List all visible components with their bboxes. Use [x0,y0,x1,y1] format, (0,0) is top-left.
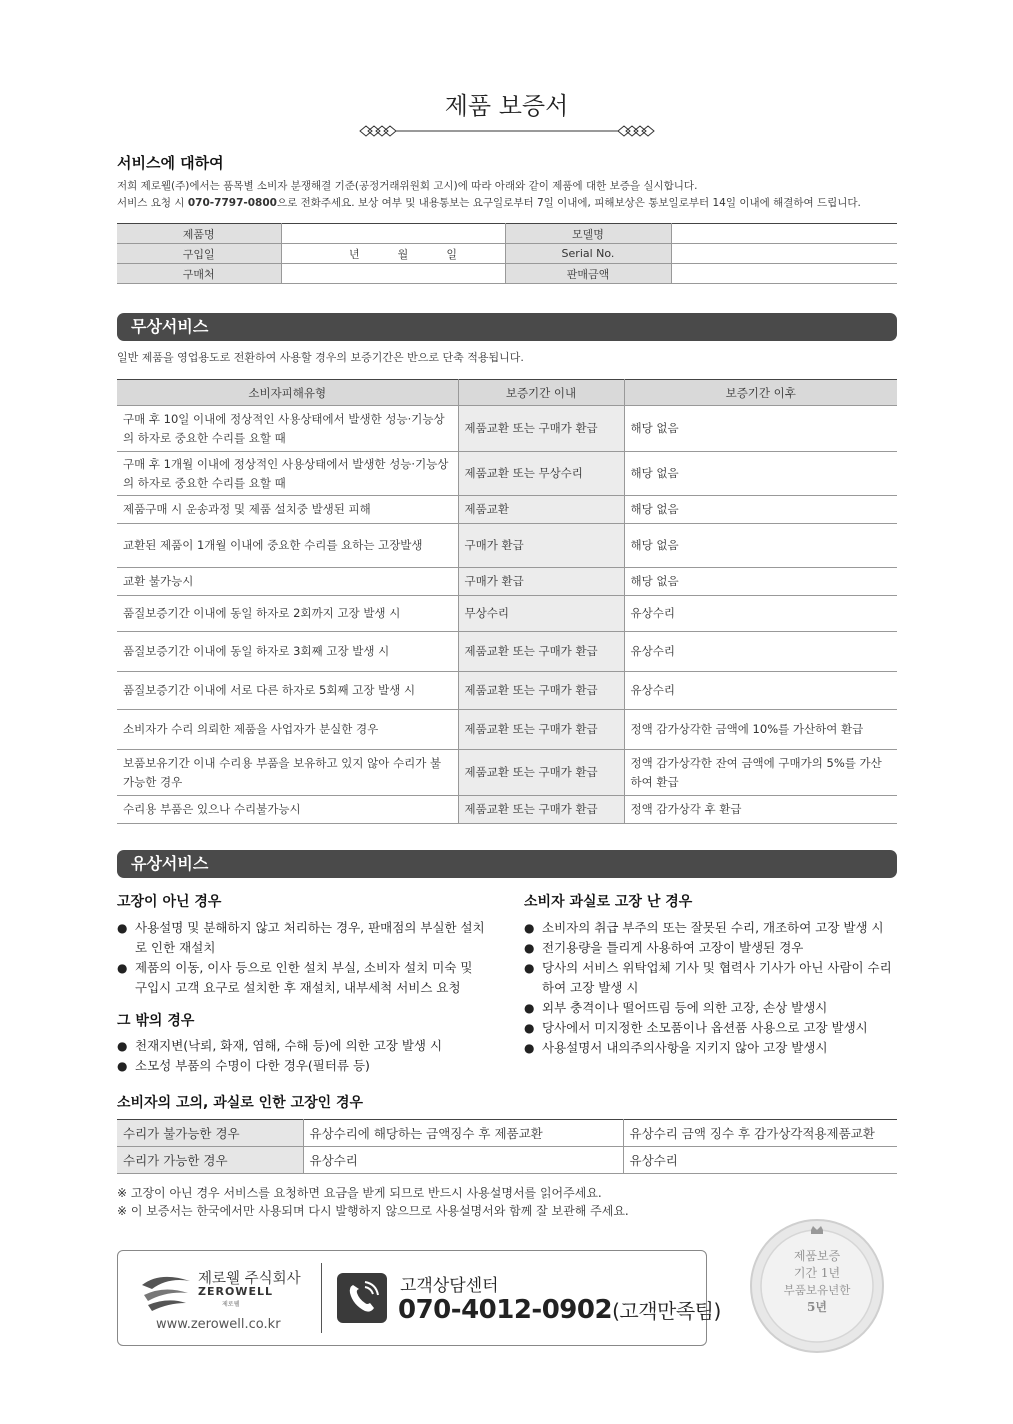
free-service-table [117,379,897,824]
zerowell-logo-icon [138,1271,194,1313]
fault-case-within: 유상수리 [303,1147,623,1174]
customer-center-phone [398,1295,721,1325]
consumer-fault-heading: 소비자 과실로 고장 난 경우 [524,894,693,910]
about-text [117,178,907,212]
about-line-2-pre: 서비스 요청 시 [117,197,188,209]
list-item: ● 소모성 부품의 수명이 다한 경우(필터류 등) [117,1056,497,1076]
website-link[interactable]: www.zerowell.co.kr [156,1317,281,1332]
damage-type-cell: 구매 후 10일 이내에 정상적인 사용상태에서 발생한 성능·기능상의 하자로 중요한 수리를 요할 때 [117,406,458,452]
phone-icon [337,1273,387,1323]
table-row [117,406,897,452]
service-phone: 070-7797-0800 [187,197,277,209]
table-row [117,632,897,672]
within-warranty-cell: 제품교환 또는 구매가 환급 [458,750,624,796]
serial-label: Serial No. [505,244,671,264]
title-ornament [358,124,656,138]
not-fault-list [117,918,487,998]
damage-type-cell: 교환 불가능시 [117,568,458,596]
damage-type-cell: 수리용 부품은 있으나 수리불가능시 [117,796,458,824]
table-row [117,1120,897,1147]
within-warranty-cell: 제품교환 [458,496,624,524]
seal-line: 기간 1년 [793,1266,841,1280]
table-row [117,452,897,496]
consumer-fault-list [524,918,899,1058]
fault-case-within: 유상수리에 해당하는 금액징수 후 제품교환 [303,1120,623,1147]
within-warranty-cell: 제품교환 또는 구매가 환급 [458,632,624,672]
note-line: ※ 이 보증서는 한국에서만 사용되며 다시 발행하지 않으므로 사용설명서와 함께 잘 보관해 주세요. [117,1204,629,1218]
within-warranty-cell: 무상수리 [458,596,624,632]
damage-type-cell: 품질보증기간 이내에 서로 다른 하자로 5회째 고장 발생 시 [117,672,458,710]
list-item: ● 외부 충격이나 떨어뜨림 등에 의한 고장, 손상 발생시 [524,998,899,1018]
fault-case-after: 유상수리 금액 징수 후 감가상각적용제품교환 [623,1120,897,1147]
product-name-label: 제품명 [117,224,281,244]
table-row [117,568,897,596]
price-field[interactable] [671,264,897,284]
store-label: 구매처 [117,264,281,284]
team-name: (고객만족팀) [612,1299,721,1323]
seal-line: 5년 [807,1300,827,1314]
list-item: ● 제품의 이동, 이사 등으로 인한 설치 부실, 소비자 설치 미숙 및 구입시 고객 요구로 설치한 후 재설치, 내부세척 서비스 요청 [117,958,487,998]
phone-number: 070-4012-0902 [398,1295,613,1325]
notes [117,1184,629,1220]
table-row [117,224,897,244]
list-item: ● 소비자의 취급 부주의 또는 잘못된 수리, 개조하여 고장 발생 시 [524,918,899,938]
store-field[interactable] [281,264,505,284]
brand-name: ZEROWELL [198,1285,273,1298]
within-warranty-cell: 제품교환 또는 구매가 환급 [458,710,624,750]
free-service-banner: 무상서비스 [117,313,897,341]
about-heading: 서비스에 대하여 [117,154,224,172]
intentional-fault-table [117,1119,897,1174]
seal-text [749,1248,885,1316]
after-warranty-cell: 정액 감가상각한 잔여 금액에 구매가의 5%를 가산하여 환급 [624,750,897,796]
after-warranty-cell: 유상수리 [624,632,897,672]
list-item: ● 사용설명서 내의주의사항을 지키지 않아 고장 발생시 [524,1038,899,1058]
fault-case-after: 유상수리 [623,1147,897,1174]
after-warranty-cell: 유상수리 [624,672,897,710]
damage-type-cell: 교환된 제품이 1개월 이내에 중요한 수리를 요하는 고장발생 [117,524,458,568]
list-item: ● 사용설명 및 분해하지 않고 처리하는 경우, 판매점의 부실한 설치로 인한 재설치 [117,918,487,958]
within-warranty-cell: 제품교환 또는 구매가 환급 [458,406,624,452]
footer-contact-box [117,1250,721,1346]
page-title: 제품 보증서 [444,92,569,120]
month-label: 월 [397,247,409,261]
seal-line: 부품보유년한 [783,1283,851,1297]
after-warranty-cell: 정액 감가상각 후 환급 [624,796,897,824]
paid-service-banner: 유상서비스 [117,850,897,878]
purchase-date-label: 구입일 [117,244,281,264]
damage-type-cell: 구매 후 1개월 이내에 정상적인 사용상태에서 발생한 성능·기능상의 하자로 중요한 수리를 요할 때 [117,452,458,496]
model-name-field[interactable] [671,224,897,244]
other-heading: 그 밖의 경우 [117,1013,195,1029]
after-warranty-cell: 해당 없음 [624,568,897,596]
damage-type-cell: 제품구매 시 운송과정 및 제품 설치중 발생된 피해 [117,496,458,524]
model-name-label: 모델명 [505,224,671,244]
product-name-field[interactable] [281,224,505,244]
fault-case-label: 수리가 불가능한 경우 [117,1120,303,1147]
damage-type-cell: 보품보유기간 이내 수리용 부품을 보유하고 있지 않아 수리가 불가능한 경우 [117,750,458,796]
about-line-2-post: 으로 전화주세요. 보상 여부 및 내용통보는 요구일로부터 7일 이내에, 피해보상은 통보일로부터 14일 이내에 해결하여 드립니다. [276,197,861,209]
brand-sub: 제로웰 [222,1301,240,1308]
table-header-row [117,380,897,406]
table-row [117,750,897,796]
after-warranty-cell: 해당 없음 [624,452,897,496]
divider [321,1263,322,1333]
within-warranty-cell: 제품교환 또는 구매가 환급 [458,672,624,710]
table-row [117,496,897,524]
column-header-within-warranty: 보증기간 이내 [458,380,624,406]
after-warranty-cell: 해당 없음 [624,406,897,452]
within-warranty-cell: 구매가 환급 [458,524,624,568]
after-warranty-cell: 정액 감가상각한 금액에 10%를 가산하여 환급 [624,710,897,750]
year-label: 년 [349,247,360,261]
company-name: 제로웰 주식회사 [198,1271,301,1287]
column-header-damage-type: 소비자피해유형 [117,380,458,406]
purchase-date-field[interactable] [281,244,505,264]
table-row [117,596,897,632]
intentional-fault-heading: 소비자의 고의, 과실로 인한 고장인 경우 [117,1095,364,1111]
list-item: ● 전기용량을 틀리게 사용하여 고장이 발생된 경우 [524,938,899,958]
damage-type-cell: 품질보증기간 이내에 동일 하자로 3회째 고장 발생 시 [117,632,458,672]
price-label: 판매금액 [505,264,671,284]
customer-center-label: 고객상담센터 [400,1276,499,1296]
not-fault-heading: 고장이 아닌 경우 [117,894,222,910]
about-line-1: 저희 제로웰(주)에서는 품목별 소비자 분쟁해결 기준(공정거래위원회 고시)에 따라 아래와 같이 제품에 대한 보증을 실시합니다. [117,180,698,192]
about-line-2 [117,195,907,212]
fault-case-label: 수리가 가능한 경우 [117,1147,303,1174]
day-label: 일 [446,247,457,261]
serial-field[interactable] [671,244,897,264]
table-row [117,1147,897,1174]
seal-line: 제품보증 [793,1249,841,1263]
list-item: ● 당사의 서비스 위탁업체 기사 및 협력사 기사가 아닌 사람이 수리하여 고장 발생 시 [524,958,899,998]
list-item: ● 천재지변(낙뢰, 화재, 염해, 수해 등)에 의한 고장 발생 시 [117,1036,497,1056]
after-warranty-cell: 유상수리 [624,596,897,632]
after-warranty-cell: 해당 없음 [624,496,897,524]
other-list [117,1036,497,1076]
table-row [117,524,897,568]
note-line: ※ 고장이 아닌 경우 서비스를 요청하면 요금을 받게 되므로 반드시 사용설명서를 읽어주세요. [117,1186,602,1200]
table-row [117,672,897,710]
within-warranty-cell: 구매가 환급 [458,568,624,596]
table-row [117,796,897,824]
product-info-table [117,223,897,284]
column-header-after-warranty: 보증기간 이후 [624,380,897,406]
within-warranty-cell: 제품교환 또는 구매가 환급 [458,796,624,824]
after-warranty-cell: 해당 없음 [624,524,897,568]
free-service-note: 일반 제품을 영업용도로 전환하여 사용할 경우의 보증기간은 반으로 단축 적용됩니다. [117,351,524,364]
warranty-seal [749,1218,885,1354]
damage-type-cell: 품질보증기간 이내에 동일 하자로 2회까지 고장 발생 시 [117,596,458,632]
list-item: ● 당사에서 미지정한 소모품이나 옵션품 사용으로 고장 발생시 [524,1018,899,1038]
table-row [117,244,897,264]
table-row [117,264,897,284]
within-warranty-cell: 제품교환 또는 무상수리 [458,452,624,496]
damage-type-cell: 소비자가 수리 의뢰한 제품을 사업자가 분실한 경우 [117,710,458,750]
table-row [117,710,897,750]
